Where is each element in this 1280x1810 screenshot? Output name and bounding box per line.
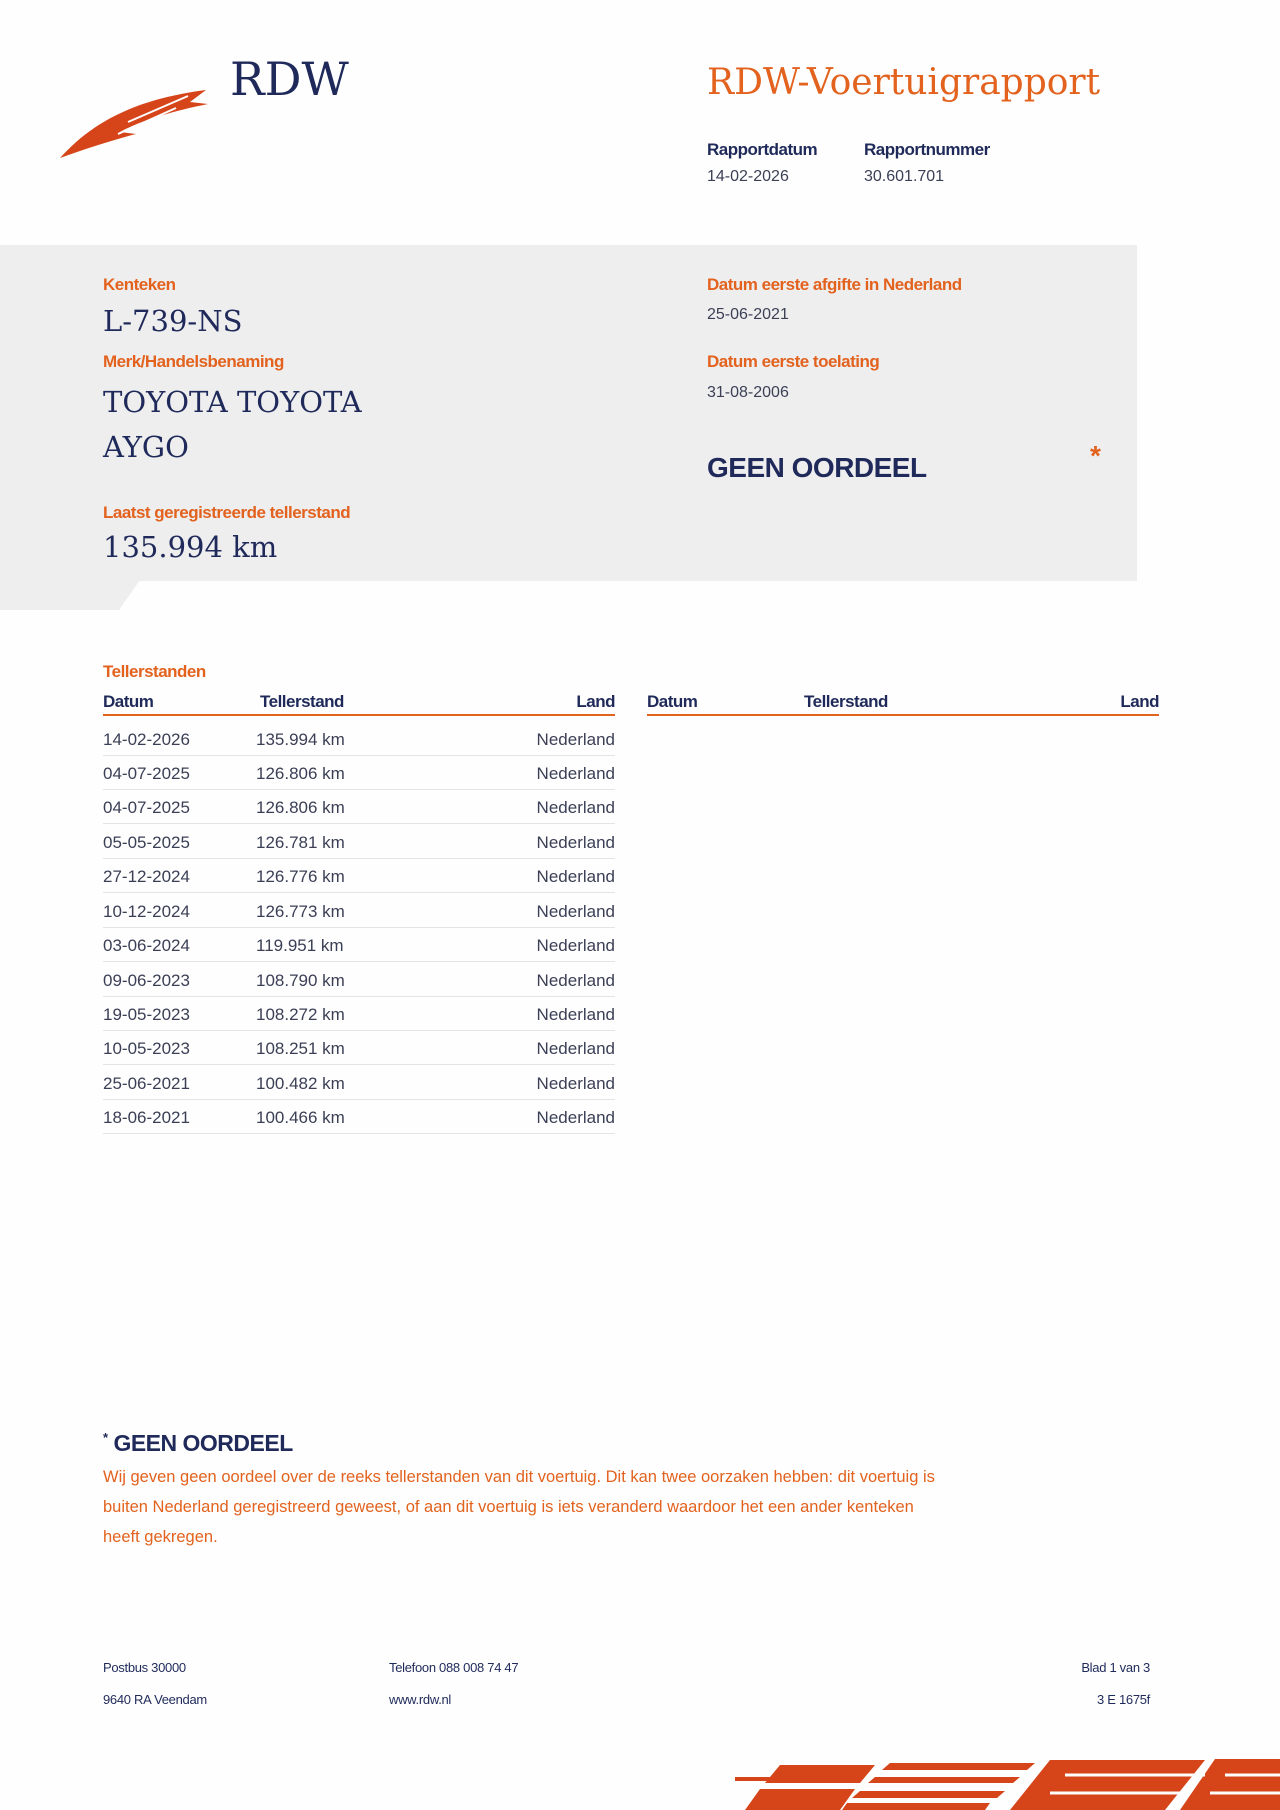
row-country: Nederland <box>536 730 615 749</box>
footer-phone: Telefoon 088 008 74 47 <box>389 1660 519 1675</box>
rdw-logo-text: RDW <box>230 52 349 106</box>
note-asterisk: * <box>103 1430 108 1445</box>
row-country: Nederland <box>536 764 615 783</box>
brand-line-1: TOYOTA TOYOTA <box>103 385 362 419</box>
table-row <box>103 722 615 756</box>
row-odometer: 100.466 km <box>256 1108 345 1127</box>
table-row <box>103 997 615 1031</box>
row-date: 18-06-2021 <box>103 1108 190 1127</box>
table-header-right <box>647 690 1159 716</box>
row-date: 10-05-2023 <box>103 1039 190 1058</box>
row-odometer: 126.776 km <box>256 867 345 886</box>
row-date: 27-12-2024 <box>103 867 190 886</box>
row-date: 25-06-2021 <box>103 1074 190 1093</box>
first-nl-value: 25-06-2021 <box>707 306 789 323</box>
row-date: 04-07-2025 <box>103 764 190 783</box>
row-country: Nederland <box>536 867 615 886</box>
row-odometer: 126.806 km <box>256 764 345 783</box>
row-date: 04-07-2025 <box>103 798 190 817</box>
row-odometer: 126.773 km <box>256 902 345 921</box>
column-header-odometer: Tellerstand <box>260 692 344 711</box>
table-row <box>103 756 615 790</box>
plate-label: Kenteken <box>103 275 176 294</box>
verdict-text: GEEN OORDEEL <box>707 452 927 483</box>
row-date: 14-02-2026 <box>103 730 190 749</box>
row-country: Nederland <box>536 1074 615 1093</box>
footer-document-code: 3 E 1675f <box>1097 1692 1150 1707</box>
column-header-date: Datum <box>647 692 698 711</box>
first-admission-label: Datum eerste toelating <box>707 352 880 371</box>
note-title: GEEN OORDEEL <box>113 1430 293 1456</box>
note-heading <box>103 1430 293 1457</box>
table-title: Tellerstanden <box>103 662 206 681</box>
table-row <box>103 790 615 824</box>
report-date-label: Rapportdatum <box>707 140 818 159</box>
panel-tab-decoration <box>0 580 140 610</box>
row-country: Nederland <box>536 971 615 990</box>
odometer-label: Laatst geregistreerde tellerstand <box>103 503 351 522</box>
table-header-left <box>103 690 615 716</box>
row-date: 10-12-2024 <box>103 902 190 921</box>
rdw-logo-icon <box>58 82 208 162</box>
report-number-value: 30.601.701 <box>864 168 945 185</box>
row-odometer: 126.781 km <box>256 833 345 852</box>
row-country: Nederland <box>536 936 615 955</box>
row-odometer: 126.806 km <box>256 798 345 817</box>
row-date: 09-06-2023 <box>103 971 190 990</box>
table-row <box>103 1100 615 1134</box>
row-country: Nederland <box>536 1039 615 1058</box>
row-odometer: 135.994 km <box>256 730 345 749</box>
row-odometer: 108.790 km <box>256 971 345 990</box>
row-country: Nederland <box>536 902 615 921</box>
brand-line-2: AYGO <box>103 430 189 464</box>
odometer-value: 135.994 km <box>103 530 278 564</box>
row-odometer: 100.482 km <box>256 1074 345 1093</box>
note-line-2: buiten Nederland geregistreerd geweest, of aan dit voertuig is iets veranderd waardoor het een ander kenteken <box>103 1498 914 1516</box>
column-header-country: Land <box>1120 692 1159 711</box>
note-line-1: Wij geven geen oordeel over de reeks tellerstanden van dit voertuig. Dit kan twee oorzaken hebben: dit voertuig is <box>103 1468 935 1486</box>
table-row <box>103 1031 615 1065</box>
row-odometer: 108.272 km <box>256 1005 345 1024</box>
report-number-label: Rapportnummer <box>864 140 990 159</box>
row-odometer: 119.951 km <box>256 936 344 955</box>
column-header-date: Datum <box>103 692 154 711</box>
row-date: 05-05-2025 <box>103 833 190 852</box>
row-country: Nederland <box>536 833 615 852</box>
column-header-country: Land <box>576 692 615 711</box>
report-title: RDW-Voertuigrapport <box>707 62 1101 103</box>
table-row <box>103 928 615 962</box>
table-row <box>103 894 615 928</box>
first-admission-value: 31-08-2006 <box>707 384 789 401</box>
column-header-odometer: Tellerstand <box>804 692 888 711</box>
row-date: 19-05-2023 <box>103 1005 190 1024</box>
verdict-asterisk: * <box>1090 440 1101 471</box>
footer-page-number: Blad 1 van 3 <box>1081 1660 1150 1675</box>
row-country: Nederland <box>536 1005 615 1024</box>
table-row <box>103 963 615 997</box>
report-date-value: 14-02-2026 <box>707 168 789 185</box>
table-row <box>103 859 615 893</box>
table-row <box>103 825 615 859</box>
footer-stripes-decoration-icon <box>735 1755 1280 1810</box>
note-line-3: heeft gekregen. <box>103 1528 218 1546</box>
row-odometer: 108.251 km <box>256 1039 345 1058</box>
footer-address-line-2: 9640 RA Veendam <box>103 1692 207 1707</box>
row-country: Nederland <box>536 1108 615 1127</box>
footer-address-line-1: Postbus 30000 <box>103 1660 186 1675</box>
table-row <box>103 1066 615 1100</box>
brand-label: Merk/Handelsbenaming <box>103 352 284 371</box>
row-date: 03-06-2024 <box>103 936 190 955</box>
plate-value: L-739-NS <box>103 304 243 338</box>
row-country: Nederland <box>536 798 615 817</box>
first-nl-label: Datum eerste afgifte in Nederland <box>707 275 962 294</box>
footer-website[interactable]: www.rdw.nl <box>389 1692 452 1707</box>
